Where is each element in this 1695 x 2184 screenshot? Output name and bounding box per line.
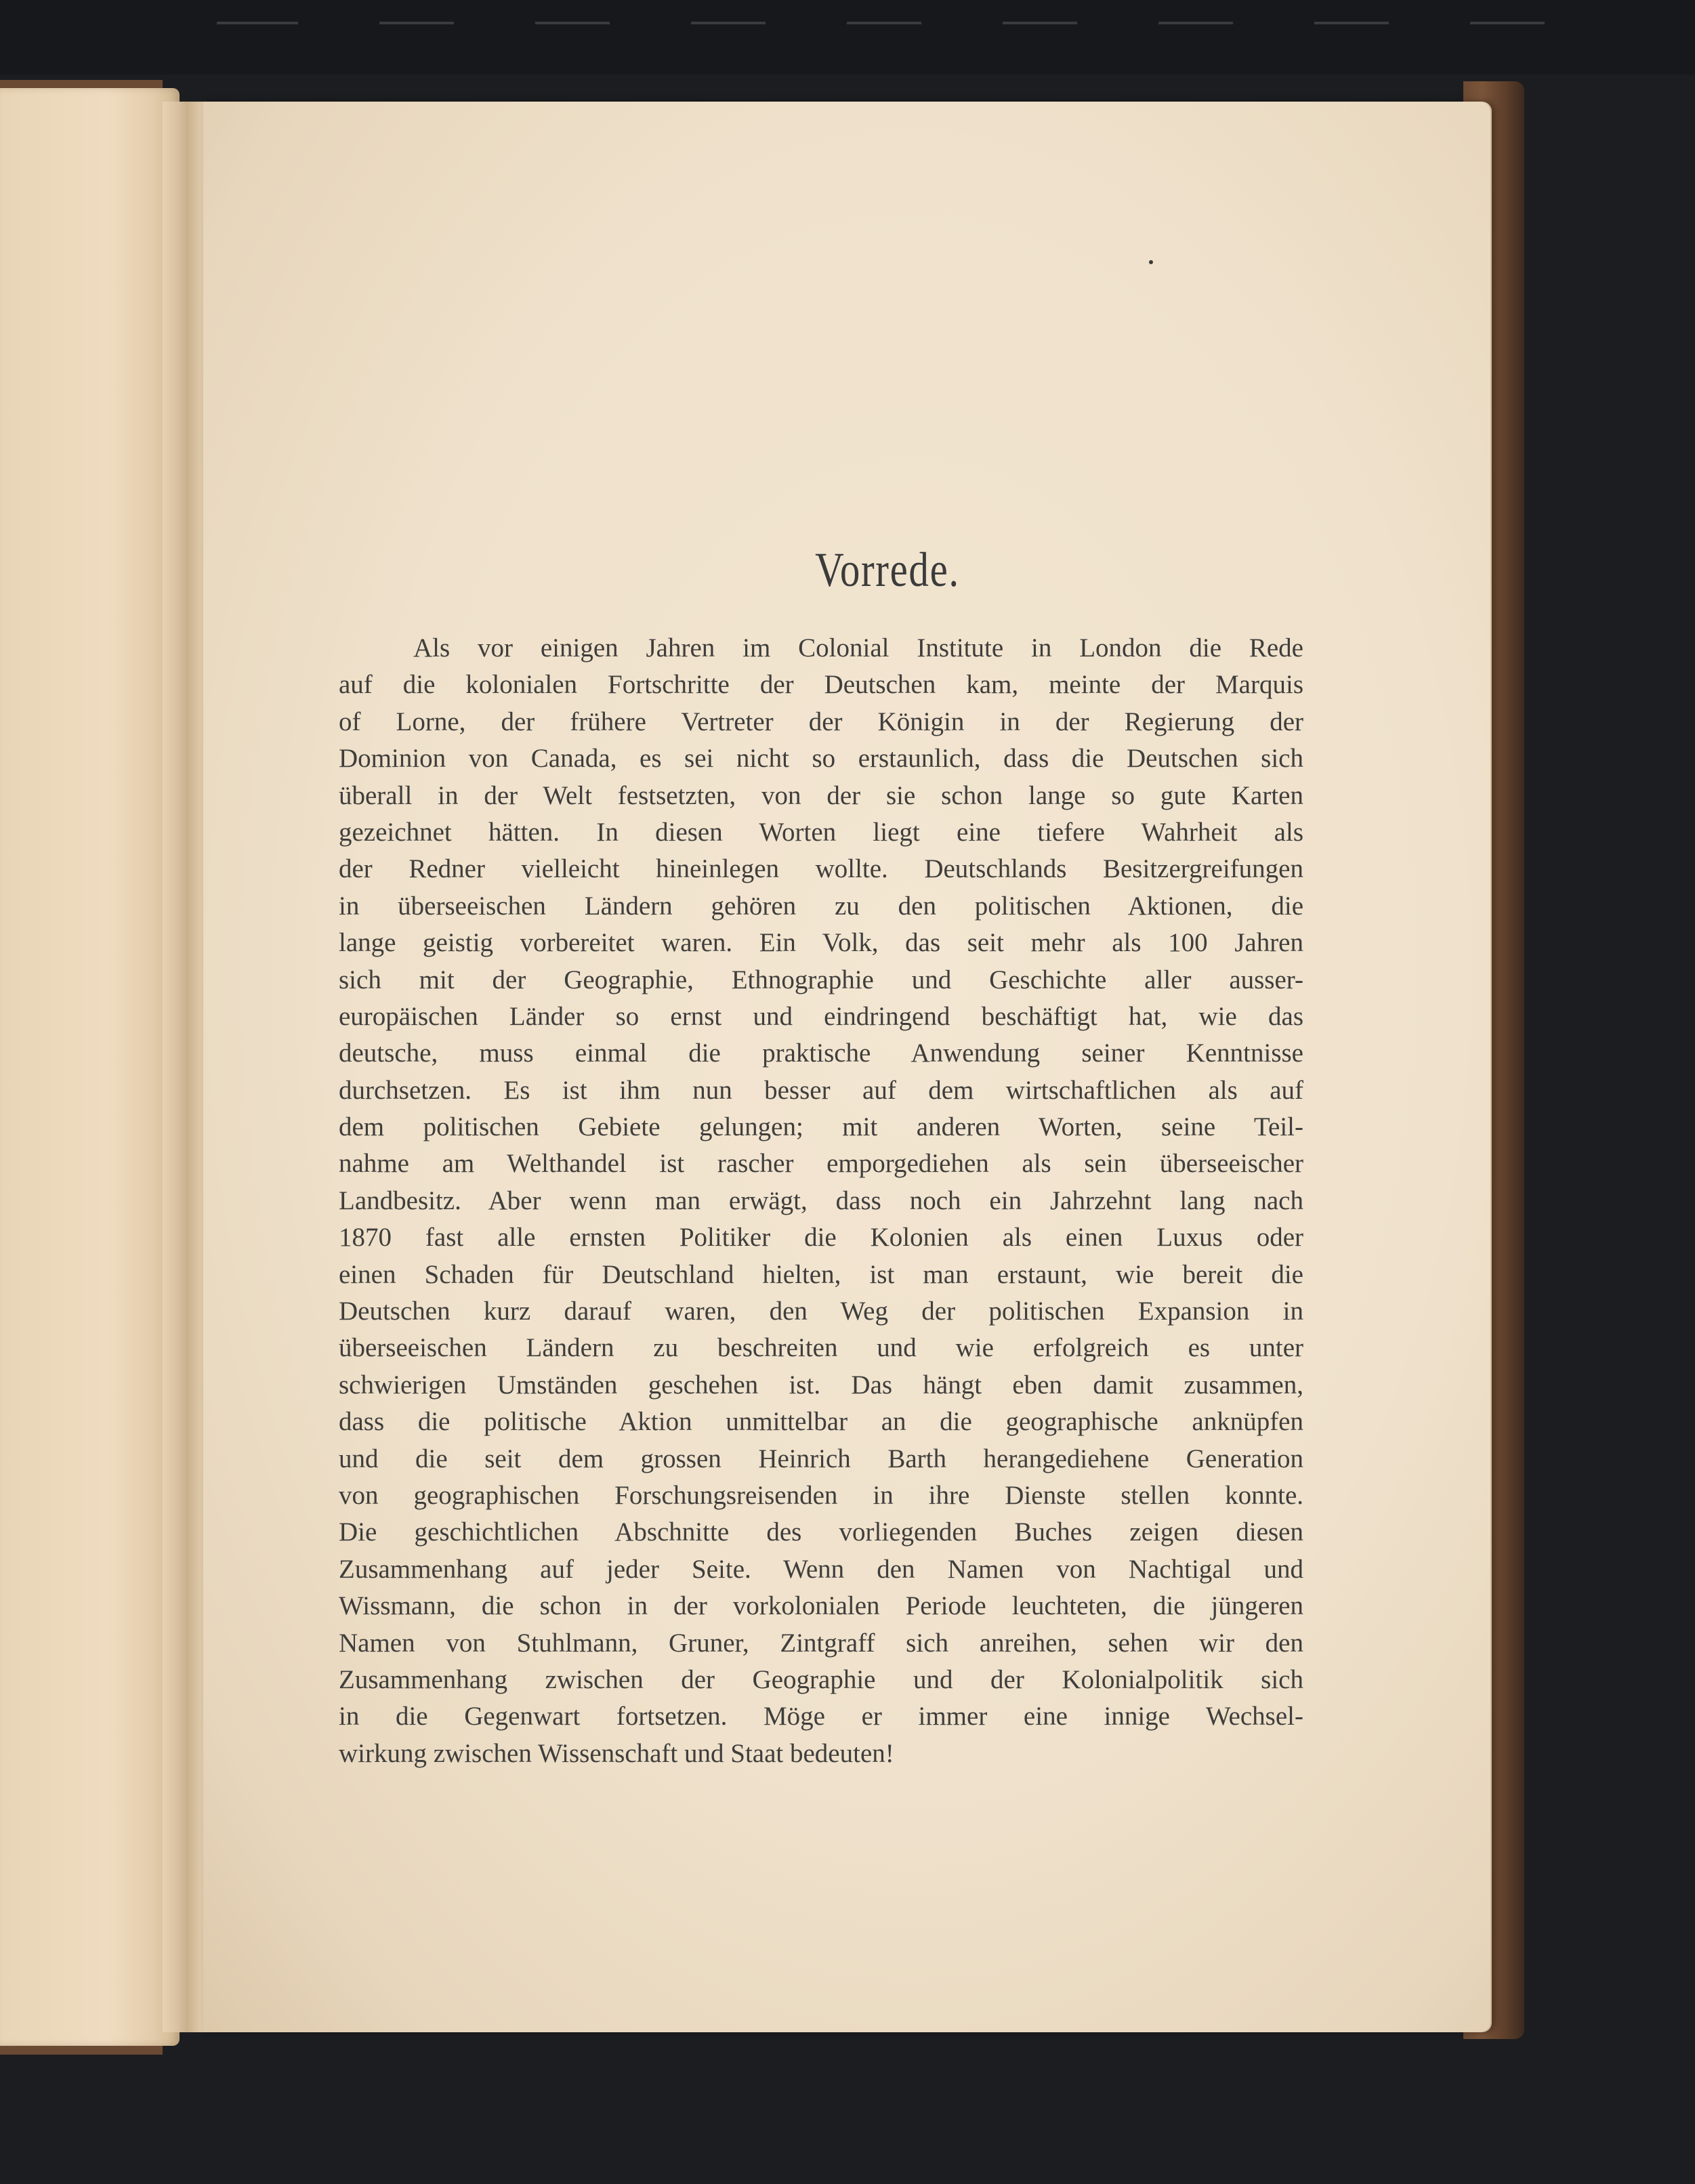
text-line: deutsche, muss einmal die praktische Anwendung seiner Kenntnisse xyxy=(339,1038,1303,1068)
text-line: dass die politische Aktion unmittelbar an die geographische anknüpfen xyxy=(339,1407,1303,1437)
text-line: überall in der Welt festsetzten, von der sie schon lange so gute Karten xyxy=(339,780,1303,810)
text-line: nahme am Welthandel ist rascher emporgediehen als sein überseeischer xyxy=(339,1149,1303,1179)
text-line: europäischen Länder so ernst und eindringend beschäftigt hat, wie das xyxy=(339,1001,1303,1031)
text-line: Zusammenhang zwischen der Geographie und der Kolonialpolitik sich xyxy=(339,1664,1303,1694)
text-line: of Lorne, der frühere Vertreter der Königin in der Regierung der xyxy=(339,707,1303,736)
text-line: sich mit der Geographie, Ethnographie und Geschichte aller ausser- xyxy=(339,965,1303,994)
text-line: Dominion von Canada, es sei nicht so erstaunlich, dass die Deutschen sich xyxy=(339,744,1303,774)
text-line: durchsetzen. Es ist ihm nun besser auf dem wirtschaftlichen als auf xyxy=(339,1075,1303,1105)
text-line: in die Gegenwart fortsetzen. Möge er immer eine innige Wechsel- xyxy=(339,1702,1303,1731)
text-line: dem politischen Gebiete gelungen; mit anderen Worten, seine Teil- xyxy=(339,1112,1303,1142)
text-line: schwierigen Umständen geschehen ist. Das hängt eben damit zusammen, xyxy=(339,1370,1303,1400)
text-line: Die geschichtlichen Abschnitte des vorliegenden Buches zeigen diesen xyxy=(339,1517,1303,1547)
page-title: Vorrede. xyxy=(815,543,960,597)
text-line: überseeischen Ländern zu beschreiten und wie erfolgreich es unter xyxy=(339,1333,1303,1363)
text-line: gezeichnet hätten. In diesen Worten liegt eine tiefere Wahrheit als xyxy=(339,817,1303,847)
strip-mark xyxy=(1003,22,1077,24)
text-line: und die seit dem grossen Heinrich Barth herangediehene Generation xyxy=(339,1444,1303,1473)
right-page xyxy=(203,102,1490,2032)
text-line: Zusammenhang auf jeder Seite. Wenn den Namen von Nachtigal und xyxy=(339,1554,1303,1584)
text-line: Wissmann, die schon in der vorkolonialen Periode leuchteten, die jüngeren xyxy=(339,1591,1303,1621)
text-line: Als vor einigen Jahren im Colonial Institute in London die Rede xyxy=(413,633,1303,663)
text-line: lange geistig vorbereitet waren. Ein Volk, das seit mehr als 100 Jahren xyxy=(339,928,1303,958)
strip-mark xyxy=(1158,22,1233,24)
preface-text xyxy=(339,630,1303,1772)
strip-mark xyxy=(691,22,766,24)
strip-mark xyxy=(1470,22,1545,24)
strip-mark xyxy=(847,22,921,24)
text-line: Deutschen kurz darauf waren, den Weg der politischen Expansion in xyxy=(339,1297,1303,1326)
text-line: Landbesitz. Aber wenn man erwägt, dass noch ein Jahrzehnt lang nach xyxy=(339,1185,1303,1215)
text-line: in überseeischen Ländern gehören zu den politischen Aktionen, die xyxy=(339,891,1303,921)
paper-speck xyxy=(1149,260,1153,264)
scan-background-strip xyxy=(0,0,1695,75)
strip-mark xyxy=(217,22,298,24)
text-line: 1870 fast alle ernsten Politiker die Kolonien als einen Luxus oder xyxy=(339,1223,1303,1253)
strip-mark xyxy=(1314,22,1389,24)
text-line: von geographischen Forschungsreisenden in ihre Dienste stellen konnte. xyxy=(339,1480,1303,1510)
text-line: Namen von Stuhlmann, Gruner, Zintgraff sich anreihen, sehen wir den xyxy=(339,1628,1303,1658)
text-line: der Redner vielleicht hineinlegen wollte. Deutschlands Besitzergreifungen xyxy=(339,854,1303,884)
strip-mark xyxy=(379,22,454,24)
text-line: einen Schaden für Deutschland hielten, ist man erstaunt, wie bereit die xyxy=(339,1259,1303,1289)
text-line: wirkung zwischen Wissenschaft und Staat bedeuten! xyxy=(339,1738,894,1768)
left-page xyxy=(0,88,180,2046)
text-line: auf die kolonialen Fortschritte der Deutschen kam, meinte der Marquis xyxy=(339,670,1303,700)
strip-mark xyxy=(535,22,610,24)
